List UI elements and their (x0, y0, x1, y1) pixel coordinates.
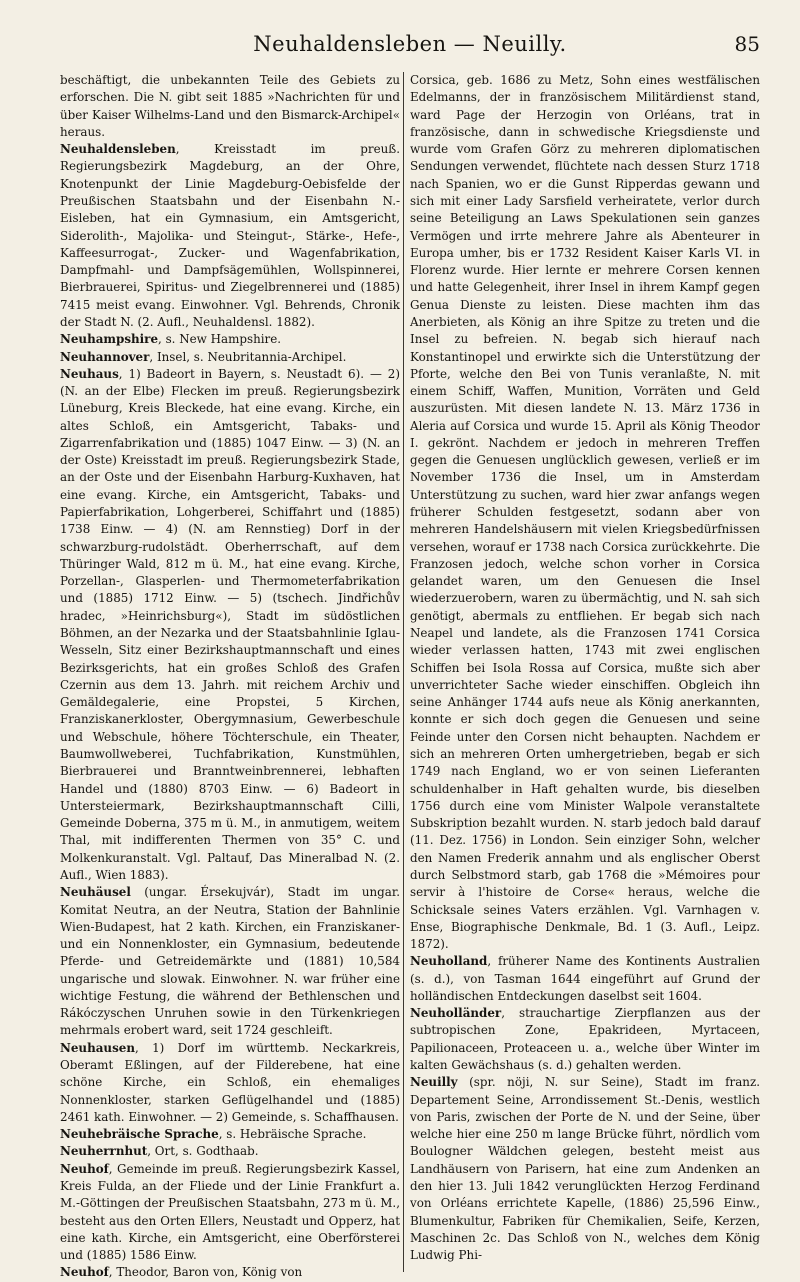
entry (60, 1143, 400, 1160)
entry-text: , 1) Badeort in Bayern, s. Neustadt 6). — 2) (N. an der Elbe) Flecken im preuß. Regierungsbezirk Lüneburg, Kreis Bleckede, hat eine evang. Kirche, ein altes Schloß, ein Amtsgericht, Tabaks- und Zigarrenfabrikation und (1885) 1047 Einw. — 3) (N. an der Oste) Kreisstadt im preuß. Regierungsbezirk Stade, an der Oste und der Eisenbahn Harburg-Kuxhaven, hat eine evang. Kirche, ein Amtsgericht, Tabaks- und Papierfabrikation, Lohgerberei, Schiffahrt und (1885) 1738 Einw. — 4) (N. am Rennstieg) Dorf in der schwarzburg-rudolstädt. Oberherrschaft, auf dem Thüringer Wald, 812 m ü. M., hat eine evang. Kirche, Porzellan-, Glasperlen- und Thermometerfabrikation und (1885) 1712 Einw. — 5) (tschech. Jindřichův hradec, »Heinrichsburg«), Stadt im südöstlichen Böhmen, an der Nezarka und der Staatsbahnlinie Iglau-Wesseln, Sitz einer Bezirkshauptmannschaft und eines Bezirksgerichts, hat ein großes Schloß des Grafen Czernin aus dem 13. Jahrh. mit reichem Archiv und Gemäldegalerie, eine Propstei, 5 Kirchen, Franziskanerkloster, Obergymnasium, Gewerbeschule und Webschule, höhere Töchterschule, ein Theater, Baumwollweberei, Tuchfabrikation, Kunstmühlen, Bierbrauerei und Branntweinbrennerei, lebhaften Handel und (1880) 8703 Einw. — 6) Badeort in Untersteiermark, Bezirkshauptmannschaft Cilli, Gemeinde Doberna, 375 m ü. M., in anmutigem, weitem Thal, mit indifferenten Thermen von 35° C. und Molkenkuranstalt. Vgl. Paltauf, Das Mineralbad N. (2. Aufl., Wien 1883). (60, 366, 400, 882)
entry (60, 884, 400, 1040)
entry (60, 1040, 400, 1126)
entry (60, 1264, 400, 1281)
entry-text: , Gemeinde im preuß. Regierungsbezirk Kassel, Kreis Fulda, an der Fliede und der Linie Frankfurt a. M.-Göttingen der Preußischen Staatsbahn, 273 m ü. M., besteht aus den Orten Ellers, Neustadt und Opperz, hat eine kath. Kirche, ein Amtsgericht, eine Oberförsterei und (1885) 1586 Einw. (60, 1161, 400, 1263)
headword: Neuhebräische Sprache (60, 1127, 219, 1142)
entry-text: , Kreisstadt im preuß. Regierungsbezirk Magdeburg, an der Ohre, Knotenpunkt der Linie Magdeburg-Oebisfelde der Preußischen Staatsbahn und der Eisenbahn N.-Eisleben, hat ein Gymnasium, ein Amtsgericht, Siderolith-, Majolika- und Steingut-, Stärke-, Hefe-, Kaffeesurrogat-, Zucker- und Wagenfabrikation, Dampfmahl- und Dampfsägemühlen, Wollspinnerei, Bierbrauerei, Spiritus- und Ziegelbrennerei und (1885) 7415 meist evang. Einwohner. Vgl. Behrends, Chronik der Stadt N. (2. Aufl., Neuhaldensl. 1882). (60, 142, 400, 329)
entry-text: Corsica, geb. 1686 zu Metz, Sohn eines westfälischen Edelmanns, der in französischem Militärdienst stand, ward Page der Herzogin von Orléans, trat in französische, dann in schwedische Kriegsdienste und wurde vom Grafen Görz zu mehreren diplomatischen Sendungen verwendet, flüchtete nach dessen Sturz 1718 nach Spanien, wo er die Gunst Ripperdas gewann und sich mit einer Lady Sarsfield verheiratete, verlor durch seine Beteiligung an Laws Spekulationen sein ganzes Vermögen und irrte mehrere Jahre als Abenteurer in Europa umher, bis er 1732 Resident Kaiser Karls VI. in Florenz wurde. Hier lernte er mehrere Corsen kennen und hatte Gelegenheit, ihrer Insel in ihrem Kampf gegen Genua Dienste zu leisten. Diese machten ihm das Anerbieten, als König an ihre Spitze zu treten und die Insel zu befreien. N. begab sich hierauf nach Konstantinopel und erwirkte sich die Unterstützung der Pforte, welche den Bei von Tunis veranlaßte, N. mit einem Schiff, Waffen, Munition, Vorräten und Geld auszurüsten. Mit diesen landete N. 13. März 1736 in Aleria auf Corsica und wurde 15. April als König Theodor I. gekrönt. Nachdem er jedoch in mehreren Treffen gegen die Genuesen unglücklich gewesen, verließ er im November 1736 die Insel, um in Amsterdam Unterstützung zu suchen, ward hier zwar anfangs wegen früherer Schulden festgesetzt, sodann aber von mehreren Handelshäusern mit vielen Kriegsbedürfnissen versehen, worauf er 1738 nach Corsica zurückkehrte. Die Franzosen jedoch, welche schon vorher in Corsica gelandet waren, um den Genuesen die Insel wiederzuerobern, waren zu übermächtig, und N. sah sich genötigt, abermals zu entfliehen. Er begab sich nach Neapel und landete, als die Franzosen 1741 Corsica wieder verlassen hatten, 1743 mit zwei englischen Schiffen bei Isola Rossa auf Corsica, mußte sich aber unverrichteter Sache wieder einschiffen. Obgleich ihn seine Anhänger 1744 aufs neue als König anerkannten, konnte er sich doch gegen die Genuesen und seine Feinde unter den Corsen nicht behaupten. Nachdem er sich an mehreren Orten umhergetrieben, begab er sich 1749 nach England, wo er von seinen Lieferanten schuldenhalber in Haft gehalten wurde, bis dieselben 1756 durch eine vom Minister Walpole veranstaltete Subskription bezahlt wurden. N. starb jedoch bald darauf (11. Dez. 1756) in London. Sein einziger Sohn, welcher den Namen Frederik annahm und als englischer Oberst durch Selbstmord starb, gab 1768 die »Mémoires pour servir à l'histoire de Corse« heraus, welche die Schicksale seines Vaters erzählen. Vgl. Varnhagen v. Ense, Biographische Denkmale, Bd. 1 (3. Aufl., Leipz. 1872). (410, 73, 760, 952)
headword: Neuholland (410, 954, 488, 969)
running-head: Neuhaldensleben — Neuilly. (253, 32, 567, 56)
entry (410, 953, 760, 1005)
entry-text: , Ort, s. Godthaab. (147, 1144, 259, 1159)
entry-text: , 1) Dorf im württemb. Neckarkreis, Oberamt Eßlingen, auf der Filderebene, hat eine schöne Kirche, ein Schloß, ein ehemaliges Nonnenkloster, starken Geflügelhandel und (1885) 2461 kath. Einwohner. — 2) Gemeinde, s. Schaffhausen. (60, 1040, 400, 1124)
headword: Neuhof (60, 1265, 109, 1280)
entry-text: , s. New Hampshire. (158, 332, 282, 347)
entry (60, 72, 400, 141)
entry-text: (spr. nöji, N. sur Seine), Stadt im franz. Departement Seine, Arrondissement St.-Denis, westlich von Paris, zwischen der Porte de N. und der Seine, über welche hier eine 250 m lange Brücke führt, nördlich vom Boulogner Wäldchen gelegen, besteht meist aus Landhäusern von Parisern, hat eine zum Andenken an den hier 13. Juli 1842 verunglückten Herzog Ferdinand von Orléans errichtete Kapelle, (1886) 25,596 Einw., Blumenkultur, Fabriken für Chemikalien, Seife, Kerzen, Maschinen 2c. Das Schloß von N., welches dem König Ludwig Phi- (410, 1075, 760, 1263)
headword: Neuhannover (60, 349, 150, 364)
page-number: 85 (734, 32, 760, 56)
entry (410, 1005, 760, 1074)
headword: Neuholländer (410, 1006, 502, 1021)
entry-text: , früherer Name des Kontinents Australien (s. d.), von Tasman 1644 eingeführt auf Grund der holländischen Entdeckungen daselbst seit 1604. (410, 954, 760, 1003)
headword: Neuilly (410, 1075, 458, 1090)
headword: Neuhof (60, 1161, 109, 1176)
column-divider (403, 72, 404, 1272)
headword: Neuhausen (60, 1040, 135, 1055)
entry-text: (ungar. Érsekujvár), Stadt im ungar. Komitat Neutra, an der Neutra, Station der Bahnlinie Wien-Budapest, hat 2 kath. Kirchen, ein Franziskaner- und ein Nonnenkloster, ein Gymnasium, bedeutende Pferde- und Getreidemärkte und (1881) 10,584 ungarische und slowak. Einwohner. N. war früher eine wichtige Festung, die während der Bethlenschen und Rákóczyschen Unruhen sowie in den Türkenkriegen mehrmals erobert ward, seit 1724 geschleift. (60, 885, 400, 1038)
entry (60, 331, 400, 348)
entry-text: , Insel, s. Neubritannia-Archipel. (149, 349, 347, 364)
entry (410, 72, 760, 953)
headword: Neuhaus (60, 366, 119, 381)
headword: Neuhäusel (60, 885, 131, 900)
entry (60, 349, 400, 366)
right-column (410, 72, 760, 1264)
entry (60, 1161, 400, 1265)
left-column (60, 72, 400, 1282)
entry (60, 366, 400, 884)
entry (60, 1126, 400, 1143)
headword: Neuherrnhut (60, 1144, 148, 1159)
entry-text: , Theodor, Baron von, König von (108, 1265, 303, 1280)
entry (410, 1074, 760, 1264)
entry-text: , strauchartige Zierpflanzen aus der subtropischen Zone, Epakrideen, Myrtaceen, Papilionaceen, Proteaceen u. a., welche über Winter im kalten Gewächshaus (s. d.) gehalten werden. (410, 1006, 760, 1073)
headword: Neuhaldensleben (60, 142, 176, 157)
entry-text: beschäftigt, die unbekannten Teile des Gebiets zu erforschen. Die N. gibt seit 1885 »Nachrichten für und über Kaiser Wilhelms-Land und den Bismarck-Archipel« heraus. (60, 73, 400, 139)
page-header (60, 32, 760, 62)
entry-text: , s. Hebräische Sprache. (218, 1127, 367, 1142)
entry (60, 141, 400, 331)
headword: Neuhampshire (60, 332, 159, 347)
